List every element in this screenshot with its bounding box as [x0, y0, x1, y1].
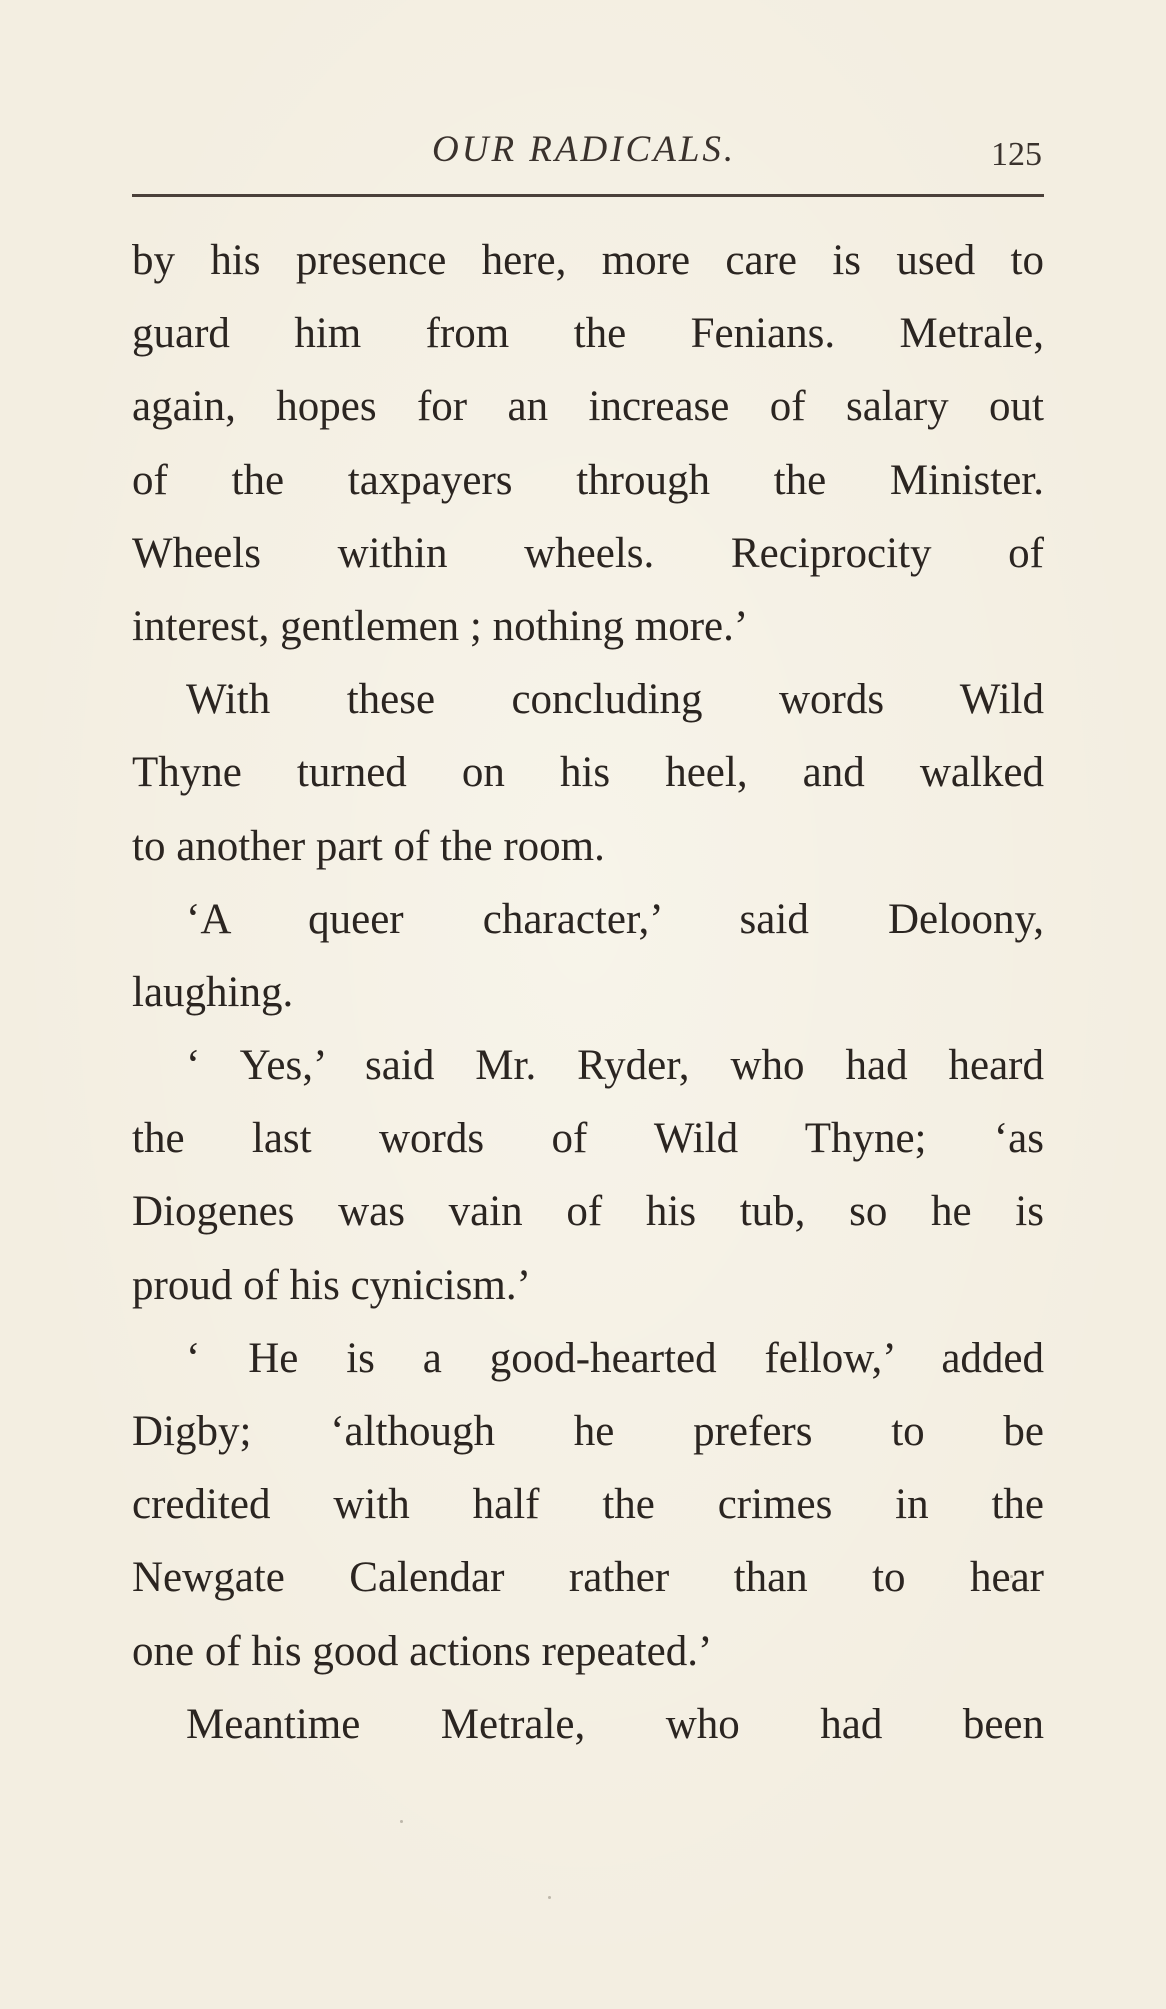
text-line: to another part of the room. [132, 822, 605, 870]
text-line: Wheels within wheels. Reciprocity of [132, 529, 1044, 577]
text-line: laughing. [132, 968, 294, 1016]
text-line: ‘ Yes,’ said Mr. Ryder, who had heard [186, 1042, 1044, 1090]
text-line: Thyne turned on his heel, and walked [132, 749, 1044, 797]
text-line: of the taxpayers through the Minister. [132, 456, 1044, 504]
text-line: guard him from the Fenians. Metrale, [132, 310, 1044, 358]
page-number: 125 [991, 136, 1042, 173]
text-line: interest, gentlemen ; nothing more.’ [132, 602, 749, 650]
running-title: OUR RADICALS. [432, 129, 737, 170]
text-line: Newgate Calendar rather than to hear [132, 1554, 1044, 1602]
text-line: proud of his cynicism.’ [132, 1261, 531, 1309]
text-line: the last words of Wild Thyne; ‘as [132, 1115, 1044, 1163]
text-line: by his presence here, more care is used to [132, 237, 1044, 284]
paper-speck [1010, 1575, 1013, 1578]
running-head [132, 128, 1042, 178]
text-line: Diogenes was vain of his tub, so he is [132, 1188, 1044, 1236]
text-line: Meantime Metrale, who had been [186, 1700, 1044, 1748]
paper-speck [400, 1820, 403, 1823]
text-line: credited with half the crimes in the [132, 1481, 1044, 1529]
text-line: ‘ He is a good-hearted fellow,’ added [186, 1334, 1044, 1382]
text-line: With these concluding words Wild [186, 676, 1044, 724]
text-line: ‘A queer character,’ said Deloony, [186, 895, 1044, 943]
body-text [132, 224, 1044, 1761]
text-line: again, hopes for an increase of salary out [132, 383, 1044, 431]
header-rule [132, 194, 1044, 197]
paper-speck [548, 1896, 551, 1899]
paper-speck [804, 1358, 807, 1361]
text-line: one of his good actions repeated.’ [132, 1627, 713, 1675]
text-line: Digby; ‘although he prefers to be [132, 1408, 1044, 1455]
